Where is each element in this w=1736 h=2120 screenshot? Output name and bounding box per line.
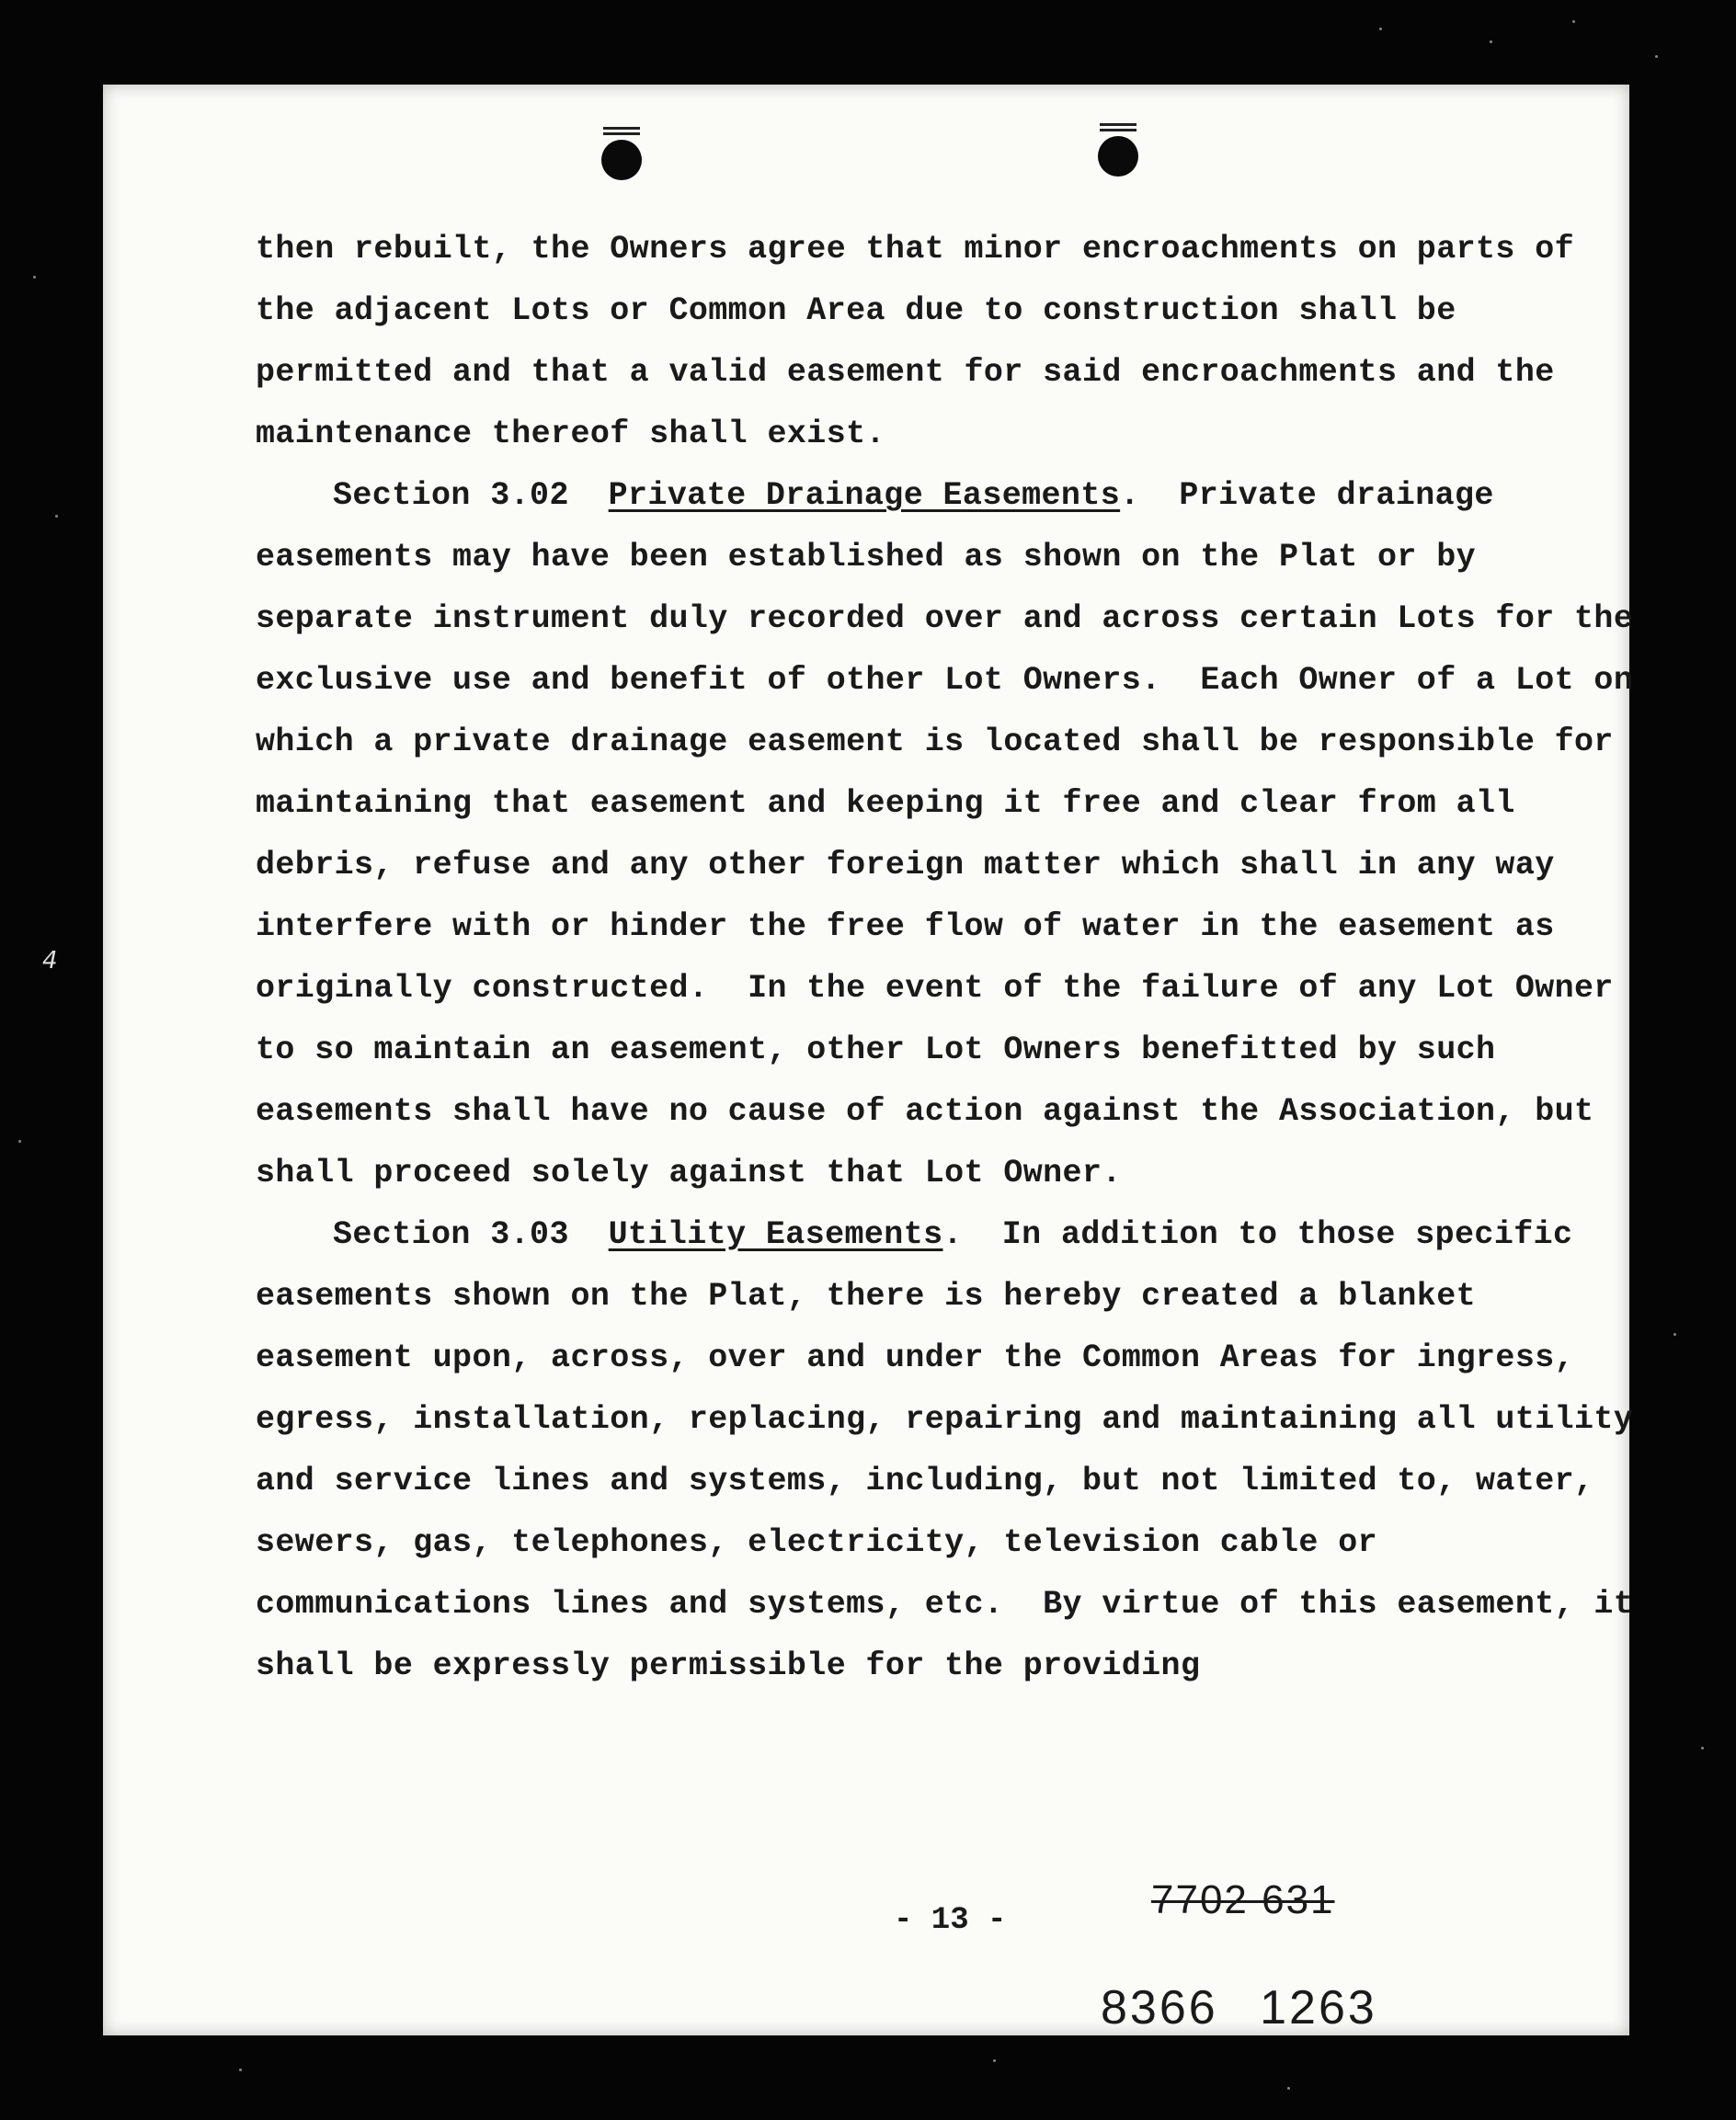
section-heading: Utility Easements: [608, 1216, 943, 1253]
page-number: - 13 -: [894, 1903, 1007, 1938]
punch-hole-right: [1098, 136, 1138, 177]
section-number: Section 3.03: [333, 1216, 569, 1253]
paragraph-text: then rebuilt, the Owners agree that minor encroachments on parts of the adjacent Lots or Common Area due to construction shall be permitted and that a valid easement for said encroachments and the maintenance thereof shall exist.: [256, 231, 1594, 452]
section-3-03: Section 3.03 Utility Easements. In addition to those specific easements shown on the Plat, there is hereby created a blanket easement upon, across, over and under the Common Areas for ingress, egress, installation, replacing, repairing and maintaining all utility and service lines and systems, including, but not limited to, water, sewers, gas, telephones, electricity, television cable or communications lines and systems, etc. By virtue of this easement, it shall be expressly permissible for the providing: [256, 1216, 1653, 1684]
document-page: [103, 85, 1653, 2035]
section-text: Private drainage easements may have been established as shown on the Plat or by separate instrument duly recorded over and across certain Lots for the exclusive use and benefit of other Lot Owners. Each Owner of a Lot on which a private drainage easement is located shall be responsible for maintaining that easement and keeping it free and clear from all debris, refuse and any other foreign matter which shall in any way interfere with or hinder the free flow of water in the easement as originally constructed. In the event of the failure of any Lot Owner to so maintain an easement, other Lot Owners benefitted by such easements shall have no cause of action against the Association, but shall proceed solely against that Lot Owner.: [256, 477, 1653, 1191]
punch-hole-left: [601, 140, 642, 180]
paragraph-continuation: [256, 219, 1635, 465]
book-page-reference: 8366 1263: [1101, 1981, 1377, 2035]
section-heading: Private Drainage Easements: [608, 477, 1121, 514]
margin-mark: 4: [42, 947, 58, 975]
section-3-02: Section 3.02 Private Drainage Easements. Private drainage easements may have been established as shown on the Plat or by separate instrument duly recorded over and across certain Lots for the exclusive use and benefit of other Lot Owners. Each Owner of a Lot on which a private drainage easement is located shall be responsible for maintaining that easement and keeping it free and clear from all debris, refuse and any other foreign matter which shall in any way interfere with or hinder the free flow of water in the easement as originally constructed. In the event of the failure of any Lot Owner to so maintain an easement, other Lot Owners benefitted by such easements shall have no cause of action against the Association, but shall proceed solely against that Lot Owner.: [256, 477, 1653, 1191]
body-text: [256, 219, 1653, 1697]
struck-book-page-reference: 7702 631: [1151, 1877, 1335, 1922]
section-text: In addition to those specific easements shown on the Plat, there is hereby created a blanket easement upon, across, over and under the Common Areas for ingress, egress, installation, replacing, repairing and maintaining all utility and service lines and systems, including, but not limited to, water, sewers, gas, telephones, electricity, television cable or communications lines and systems, etc. By virtue of this easement, it shall be expressly permissible for the providing: [256, 1216, 1653, 1684]
section-number: Section 3.02: [333, 477, 569, 514]
